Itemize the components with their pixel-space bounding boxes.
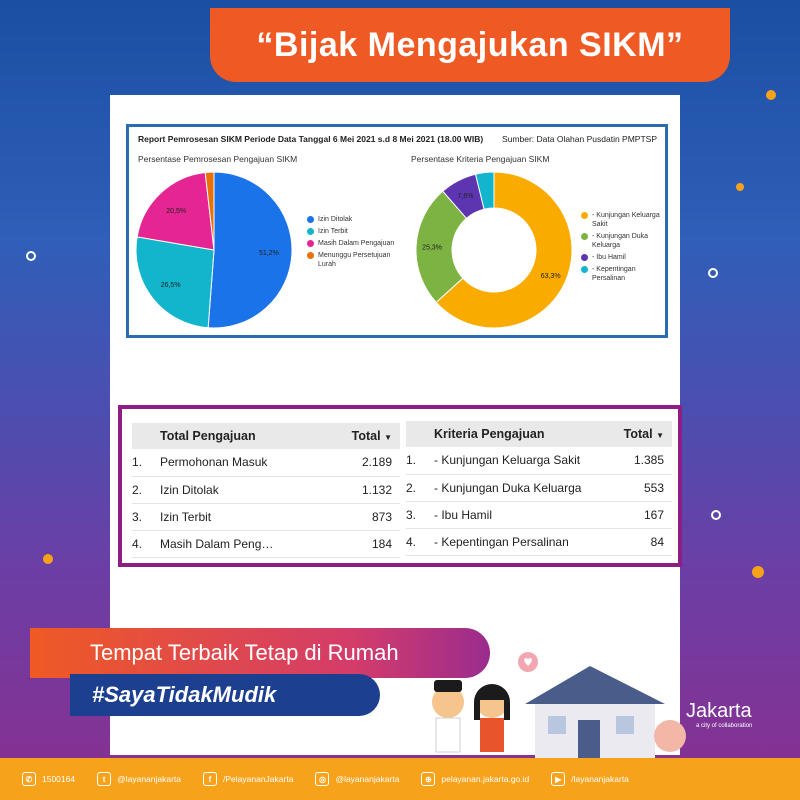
legend-label: Izin Ditolak: [318, 216, 353, 223]
col-header-kriteria-pengajuan[interactable]: Kriteria Pengajuan: [434, 421, 613, 447]
col-header-total-label: Total: [623, 427, 653, 441]
cell-label: - Kepentingan Persalinan: [434, 528, 613, 555]
col-header-total[interactable]: [613, 421, 672, 447]
hashtag-banner: [70, 674, 380, 716]
page-title: “Bijak Mengajukan SIKM”: [256, 25, 684, 64]
house-door: [578, 720, 600, 760]
pie1-title: Persentase Pemrosesan Pengajuan SIKM: [138, 154, 298, 164]
title-banner: [210, 8, 730, 82]
table-total-pengajuan: [132, 423, 400, 558]
decor-dot: [43, 554, 53, 564]
legend-swatch: [581, 254, 588, 261]
footer-link-text: /PelayananJakarta: [223, 774, 294, 784]
brand-name: Jakarta: [686, 700, 752, 722]
legend-swatch: [581, 212, 588, 219]
house-illustration: [430, 640, 690, 760]
cell-label: - Kunjungan Keluarga Sakit: [434, 447, 613, 474]
summary-tables: [118, 405, 682, 567]
facebook-icon: f: [203, 772, 217, 786]
cell-label: - Kunjungan Duka Keluarga: [434, 474, 613, 501]
table-row[interactable]: [406, 474, 672, 501]
slice-label: 51,2%: [259, 250, 279, 258]
decor-dot: [752, 566, 764, 578]
footer-link[interactable]: [551, 772, 629, 786]
report-panel: [126, 124, 668, 338]
col-header-total-pengajuan[interactable]: Total Pengajuan: [160, 423, 328, 449]
legend-swatch: [307, 228, 314, 235]
footer-link-text: @layananjakarta: [335, 774, 400, 784]
legend-label: - Ibu Hamil: [592, 254, 626, 261]
cell-label: Izin Ditolak: [160, 476, 328, 503]
legend-item[interactable]: [307, 239, 397, 248]
legend-swatch: [307, 240, 314, 247]
legend-label: - Kunjungan Keluarga Sakit: [592, 212, 660, 228]
col-header-total-label: Total: [351, 429, 381, 443]
twitter-icon: t: [97, 772, 111, 786]
cell-no: 2.: [406, 474, 434, 501]
globe-icon: ⊕: [421, 772, 435, 786]
footer-link[interactable]: [315, 772, 399, 786]
cell-value: 1.132: [328, 476, 400, 503]
house-roof: [525, 666, 665, 704]
house-window: [616, 716, 634, 734]
decor-ring: [711, 510, 721, 520]
decor-dot: [736, 183, 744, 191]
cell-value: 1.385: [613, 447, 672, 474]
cell-value: 167: [613, 501, 672, 528]
character-girl-body: [480, 718, 504, 752]
pie-slice[interactable]: [208, 172, 292, 328]
youtube-icon: ▶: [551, 772, 565, 786]
footer-link[interactable]: [421, 772, 529, 786]
table-row[interactable]: [132, 530, 400, 557]
legend-label: - Kunjungan Duka Keluarga: [592, 233, 649, 249]
sort-down-icon: ▼: [656, 431, 664, 440]
legend-item[interactable]: [581, 232, 666, 250]
slogan-text: Tempat Terbaik Tetap di Rumah: [90, 640, 399, 665]
tree: [654, 720, 686, 752]
slice-label: 63,3%: [540, 273, 561, 281]
footer-link-text: /layananjakarta: [571, 774, 629, 784]
table-row[interactable]: [406, 528, 672, 555]
character-boy-body: [436, 718, 460, 752]
cell-label: Permohonan Masuk: [160, 449, 328, 476]
legend-item[interactable]: [307, 251, 397, 269]
decor-dot: [766, 90, 776, 100]
legend-item[interactable]: [307, 215, 397, 224]
decor-ring: [26, 251, 36, 261]
table-kriteria-pengajuan: [406, 421, 672, 556]
slice-label: 25,3%: [422, 244, 443, 252]
legend-item[interactable]: [581, 265, 666, 283]
legend-label: Masih Dalam Pengajuan: [318, 240, 395, 247]
cell-label: - Ibu Hamil: [434, 501, 613, 528]
legend-swatch: [307, 216, 314, 223]
footer-link-text: @layananjakarta: [117, 774, 182, 784]
decor-ring: [708, 268, 718, 278]
jakarta-logo: [686, 700, 752, 729]
table-row[interactable]: [406, 447, 672, 474]
report-source: Sumber: Data Olahan Pusdatin PMPTSP: [502, 134, 657, 144]
cell-value: 553: [613, 474, 672, 501]
pie2-legend: [581, 211, 666, 286]
footer-link[interactable]: [203, 772, 293, 786]
legend-swatch: [581, 266, 588, 273]
cell-no: 2.: [132, 476, 160, 503]
footer-bar: [0, 758, 800, 800]
instagram-icon: ◎: [315, 772, 329, 786]
house-window: [548, 716, 566, 734]
table-row[interactable]: [406, 501, 672, 528]
legend-item[interactable]: [581, 211, 666, 229]
report-title: Report Pemrosesan SIKM Periode Data Tanggal 6 Mei 2021 s.d 8 Mei 2021 (18.00 WIB): [138, 134, 484, 144]
legend-item[interactable]: [581, 253, 666, 262]
footer-link[interactable]: [22, 772, 75, 786]
pie-chart-pemrosesan: [129, 165, 299, 335]
cell-no: 4.: [406, 528, 434, 555]
footer-link-text: 1500164: [42, 774, 76, 784]
donut-chart-kriteria: [409, 165, 579, 335]
table-row[interactable]: [132, 503, 400, 530]
table-row[interactable]: [132, 476, 400, 503]
pie2-title: Persentase Kriteria Pengajuan SIKM: [411, 154, 550, 164]
cell-value: 184: [328, 530, 400, 557]
col-header-total[interactable]: [328, 423, 400, 449]
legend-swatch: [581, 233, 588, 240]
cell-no: 4.: [132, 530, 160, 557]
phone-icon: ✆: [22, 772, 36, 786]
pie1-legend: [307, 215, 397, 272]
legend-label: - Kepentingan Persalinan: [592, 266, 636, 282]
legend-item[interactable]: [307, 227, 397, 236]
character-boy-cap: [434, 680, 462, 692]
cell-no: 3.: [406, 501, 434, 528]
brand-tagline: a city of collaboration: [696, 723, 753, 729]
heart-icon: ♥: [523, 656, 533, 669]
hashtag-text: #SayaTidakMudik: [92, 682, 277, 707]
cell-no: 3.: [132, 503, 160, 530]
cell-value: 873: [328, 503, 400, 530]
slice-label: 20,5%: [166, 208, 187, 216]
cell-value: 84: [613, 528, 672, 555]
table-row[interactable]: [132, 449, 400, 476]
cell-no: 1.: [406, 447, 434, 474]
legend-label: Izin Terbit: [318, 228, 348, 235]
cell-label: Izin Terbit: [160, 503, 328, 530]
legend-label: Menunggu Persetujuan Lurah: [318, 252, 391, 268]
footer-link-text: pelayanan.jakarta.go.id: [441, 774, 530, 784]
cell-value: 2.189: [328, 449, 400, 476]
legend-swatch: [307, 252, 314, 259]
sort-down-icon: ▼: [384, 433, 392, 442]
col-no: [406, 421, 434, 447]
slice-label: 26,5%: [160, 281, 181, 289]
footer-link[interactable]: [97, 772, 181, 786]
cell-no: 1.: [132, 449, 160, 476]
slogan-banner: [30, 628, 490, 678]
cell-label: Masih Dalam Peng…: [160, 530, 328, 557]
col-no: [132, 423, 160, 449]
slice-label: 7,6%: [457, 192, 474, 200]
